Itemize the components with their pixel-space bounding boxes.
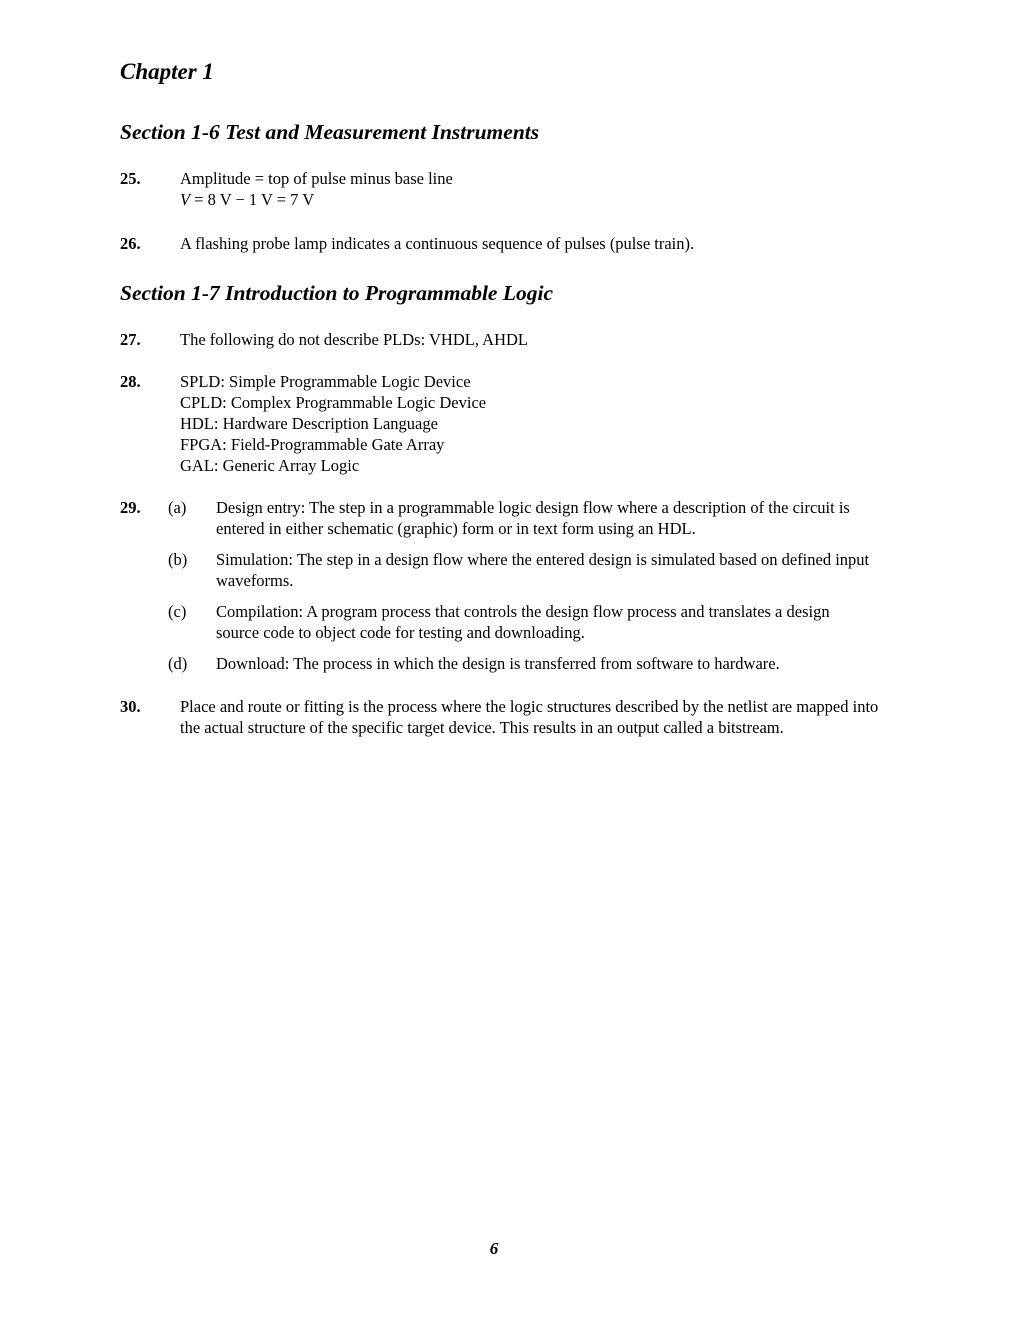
definition-line: GAL: Generic Array Logic [180, 456, 360, 475]
sub-item-list [168, 497, 880, 674]
sub-item-text: Compilation: A program process that controls the design flow process and translates a design source code to object code for testing and downloading. [216, 602, 830, 642]
problem-number: 30. [120, 697, 141, 716]
problem-number: 29. [120, 498, 141, 517]
problem-28 [120, 371, 880, 476]
sub-item-label: (c) [168, 602, 187, 621]
problem-paragraph: Place and route or fitting is the process where the logic structures described by the netlist are mapped into the actual structure of the specific target device. This results in an output called a bitstream. [180, 697, 879, 737]
problem-26 [120, 233, 880, 254]
sub-item-c [168, 601, 880, 643]
problem-body [180, 233, 880, 254]
definition-line: HDL: Hardware Description Language [180, 414, 438, 433]
problem-27 [120, 329, 880, 350]
sub-item-a [168, 497, 880, 539]
problem-line: The following do not describe PLDs: VHDL, AHDL [180, 330, 528, 349]
problem-number: 27. [120, 330, 141, 349]
definition-line: SPLD: Simple Programmable Logic Device [180, 372, 471, 391]
problem-number: 26. [120, 234, 141, 253]
variable-v: V [180, 190, 191, 209]
definition-line: CPLD: Complex Programmable Logic Device [180, 393, 487, 412]
equation-line [180, 189, 880, 210]
sub-item-text: Download: The process in which the design is transferred from software to hardware. [216, 654, 780, 673]
page-number: 6 [489, 1239, 499, 1258]
problem-number: 25. [120, 169, 141, 188]
problem-25 [120, 168, 880, 210]
problem-body [180, 696, 880, 738]
equation-rest: = 8 V − 1 V = 7 V [190, 190, 315, 209]
sub-item-text: Design entry: The step in a programmable logic design flow where a description of the circuit is entered in either schematic (graphic) form or in text form using an HDL. [216, 498, 850, 538]
section-heading-1-7: Section 1-7 Introduction to Programmable Logic [120, 281, 554, 305]
problem-number: 28. [120, 372, 141, 391]
chapter-title: Chapter 1 [120, 59, 214, 84]
problem-line: A flashing probe lamp indicates a continuous sequence of pulses (pulse train). [180, 234, 695, 253]
problem-body [180, 371, 880, 476]
sub-item-text: Simulation: The step in a design flow where the entered design is simulated based on defined input waveforms. [216, 550, 870, 590]
sub-item-label: (d) [168, 654, 188, 673]
problem-30 [120, 696, 880, 738]
problem-line: Amplitude = top of pulse minus base line [180, 169, 453, 188]
problem-29 [120, 497, 880, 684]
sub-item-label: (a) [168, 498, 187, 517]
section-heading-1-6: Section 1-6 Test and Measurement Instruments [120, 120, 540, 144]
sub-item-d [168, 653, 880, 674]
problem-body [180, 329, 880, 350]
definition-line: FPGA: Field-Programmable Gate Array [180, 435, 445, 454]
sub-item-label: (b) [168, 550, 188, 569]
sub-item-b [168, 549, 880, 591]
problem-body [180, 168, 880, 210]
